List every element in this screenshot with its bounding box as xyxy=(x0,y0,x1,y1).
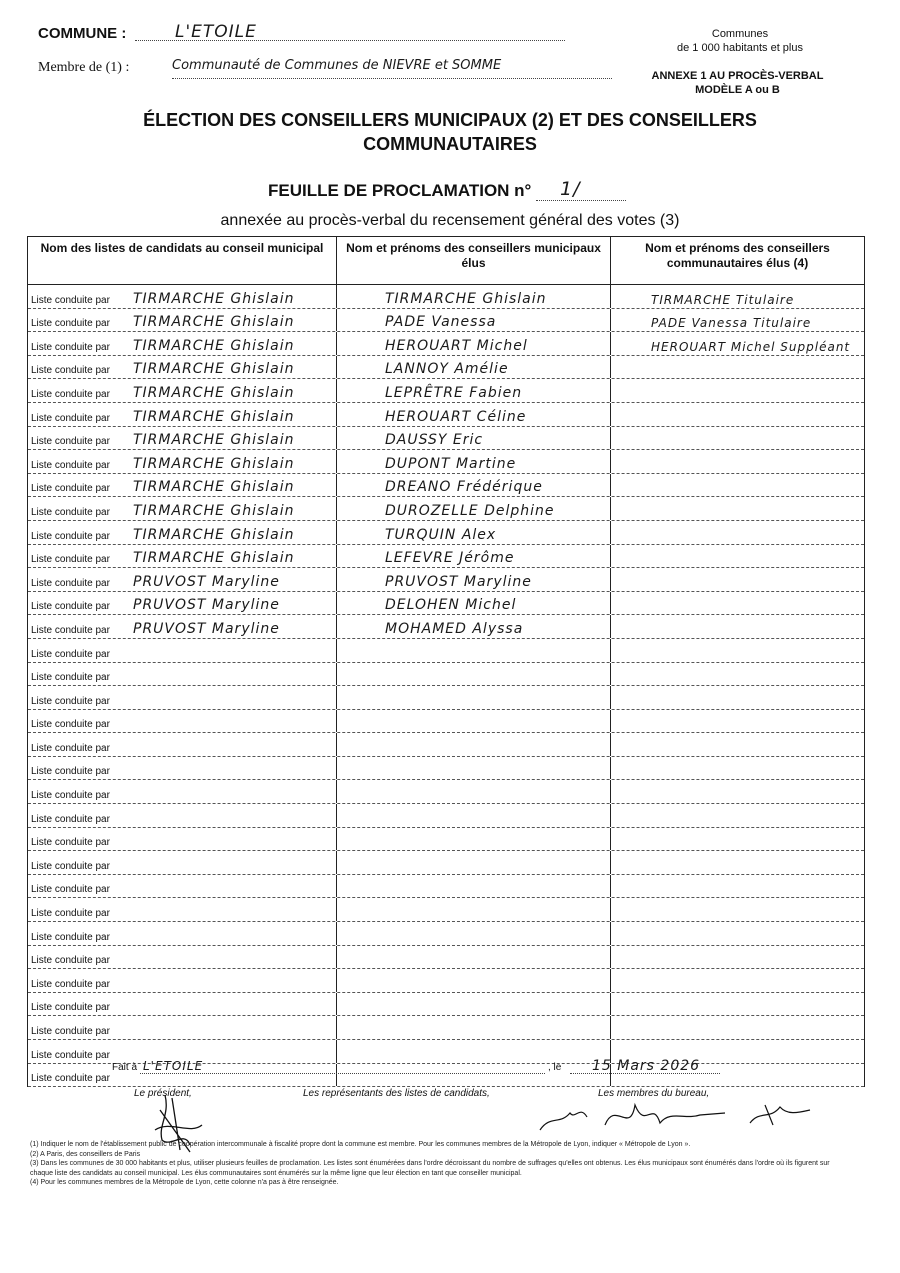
title-line-1: ÉLECTION DES CONSEILLERS MUNICIPAUX (2) ET DES CONSEILLERS xyxy=(143,110,757,130)
table-row xyxy=(28,733,864,757)
communautaire-cell[interactable] xyxy=(611,663,864,686)
list-cell[interactable] xyxy=(28,521,337,544)
membre-value[interactable]: Communauté de Communes de NIEVRE et SOMME xyxy=(172,58,502,73)
communautaire-cell[interactable] xyxy=(611,615,864,638)
row-label: Liste conduite par xyxy=(31,908,110,920)
table-header xyxy=(28,237,864,285)
communautaire-cell[interactable] xyxy=(611,686,864,709)
table-row xyxy=(28,545,864,569)
municipal-cell[interactable] xyxy=(337,969,611,992)
feuille-label: FEUILLE DE PROCLAMATION n° xyxy=(268,181,532,200)
row-label: Liste conduite par xyxy=(31,813,110,825)
list-cell[interactable] xyxy=(28,474,337,497)
table-row xyxy=(28,686,864,710)
list-cell[interactable] xyxy=(28,828,337,851)
list-cell[interactable] xyxy=(28,450,337,473)
municipal-cell[interactable] xyxy=(337,804,611,827)
row-label: Liste conduite par xyxy=(31,412,110,424)
title-line-2: COMMUNAUTAIRES xyxy=(363,134,537,154)
communes-note-2: de 1 000 habitants et plus xyxy=(677,42,803,54)
table-row xyxy=(28,969,864,993)
communautaire-cell[interactable] xyxy=(611,757,864,780)
communautaire-cell[interactable] xyxy=(611,875,864,898)
annexe-line-2: MODÈLE A ou B xyxy=(695,84,780,96)
list-cell[interactable] xyxy=(28,309,337,332)
table-body xyxy=(28,285,864,1087)
communautaire-cell[interactable] xyxy=(611,427,864,450)
municipal-elected-name: DELOHEN Michel xyxy=(385,597,517,614)
list-leader-name: TIRMARCHE Ghislain xyxy=(133,337,295,354)
le-label: , le xyxy=(548,1062,562,1073)
row-label: Liste conduite par xyxy=(31,1002,110,1014)
table-row xyxy=(28,592,864,616)
col-header-lists: Nom des listes de candidats au conseil municipal xyxy=(28,237,337,284)
row-label: Liste conduite par xyxy=(31,294,110,306)
municipal-cell[interactable] xyxy=(337,757,611,780)
table-row xyxy=(28,710,864,734)
municipal-cell[interactable] xyxy=(337,356,611,379)
list-cell[interactable] xyxy=(28,922,337,945)
fait-label: Fait à xyxy=(112,1062,138,1073)
list-leader-name: PRUVOST Maryline xyxy=(133,597,280,614)
communautaire-cell[interactable] xyxy=(611,733,864,756)
row-label: Liste conduite par xyxy=(31,719,110,731)
municipal-elected-name: DAUSSY Eric xyxy=(385,432,484,449)
municipal-cell[interactable] xyxy=(337,663,611,686)
president-label: Le président, xyxy=(134,1088,192,1099)
communautaire-cell[interactable] xyxy=(611,309,864,332)
list-cell[interactable] xyxy=(28,403,337,426)
row-label: Liste conduite par xyxy=(31,978,110,990)
municipal-cell[interactable] xyxy=(337,780,611,803)
row-label: Liste conduite par xyxy=(31,955,110,967)
membre-label: Membre de (1) : xyxy=(38,60,130,75)
table-row xyxy=(28,521,864,545)
municipal-elected-name: HEROUART Céline xyxy=(385,408,527,425)
list-leader-name: TIRMARCHE Ghislain xyxy=(133,384,295,401)
municipal-elected-name: LANNOY Amélie xyxy=(385,361,509,378)
list-cell[interactable] xyxy=(28,686,337,709)
row-label: Liste conduite par xyxy=(31,648,110,660)
municipal-cell[interactable] xyxy=(337,1040,611,1063)
row-label: Liste conduite par xyxy=(31,459,110,471)
row-label: Liste conduite par xyxy=(31,1026,110,1037)
footnote: (1) Indiquer le nom de l'établissement public de coopération intercommunale à fiscalité propre dont la commune est membre. Pour les communes membres de la Métropole de Lyon, indiquer « Métropole de Lyon ». xyxy=(30,1141,691,1148)
row-label: Liste conduite par xyxy=(31,837,110,849)
municipal-elected-name: PADE Vanessa xyxy=(385,314,497,331)
date-value[interactable]: 15 Mars 2026 xyxy=(592,1058,701,1074)
list-leader-name: PRUVOST Maryline xyxy=(133,573,280,590)
municipal-cell[interactable] xyxy=(337,521,611,544)
municipal-elected-name: HEROUART Michel xyxy=(385,337,528,354)
municipal-elected-name: TURQUIN Alex xyxy=(385,526,497,543)
communautaire-cell[interactable] xyxy=(611,592,864,615)
list-cell[interactable] xyxy=(28,710,337,733)
commune-label: COMMUNE : xyxy=(38,25,127,42)
row-label: Liste conduite par xyxy=(31,1073,110,1085)
table-row xyxy=(28,828,864,852)
communautaire-cell[interactable] xyxy=(611,356,864,379)
communautaire-cell[interactable] xyxy=(611,828,864,851)
municipal-elected-name: TIRMARCHE Ghislain xyxy=(385,290,547,307)
proclamation-table xyxy=(27,236,865,1087)
table-row xyxy=(28,993,864,1017)
table-row xyxy=(28,450,864,474)
col-header-municipal: Nom et prénoms des conseillers municipaux élus xyxy=(337,237,611,284)
communautaire-cell[interactable] xyxy=(611,450,864,473)
row-label: Liste conduite par xyxy=(31,577,110,589)
municipal-cell[interactable] xyxy=(337,285,611,308)
table-row xyxy=(28,946,864,970)
table-row xyxy=(28,780,864,804)
table-row xyxy=(28,639,864,663)
communautaire-cell[interactable] xyxy=(611,568,864,591)
annexe-line-1: ANNEXE 1 AU PROCÈS-VERBAL xyxy=(651,70,824,82)
municipal-cell[interactable] xyxy=(337,379,611,402)
row-label: Liste conduite par xyxy=(31,1049,110,1061)
footnote: (2) A Paris, des conseillers de Paris xyxy=(30,1150,141,1158)
list-leader-name: TIRMARCHE Ghislain xyxy=(133,479,295,496)
list-cell[interactable] xyxy=(28,356,337,379)
footnote: (3) Dans les communes de 30 000 habitants et plus, utiliser plusieurs feuilles de proclamation. Les listes sont énumérées dans l'ordre décroissant du nombre de suffrages qu'elles ont obtenus. Les élus municipaux sont énumérés dans l'ordre où ils figurent sur chaque liste des candidats au conseil municipal. Les élus communautaires sont énumérés sur la même ligne que leur élection en tant que conseiller municipal. xyxy=(30,1160,830,1177)
table-row xyxy=(28,497,864,521)
feuille-number[interactable]: 1/ xyxy=(560,178,581,200)
list-cell[interactable] xyxy=(28,875,337,898)
municipal-cell[interactable] xyxy=(337,710,611,733)
feuille-dotline xyxy=(536,200,626,201)
list-leader-name: PRUVOST Maryline xyxy=(133,620,280,637)
row-label: Liste conduite par xyxy=(31,436,110,448)
municipal-cell[interactable] xyxy=(337,332,611,355)
list-cell[interactable] xyxy=(28,615,337,638)
commune-value[interactable]: L'ETOILE xyxy=(175,22,257,42)
row-label: Liste conduite par xyxy=(31,341,110,353)
list-leader-name: TIRMARCHE Ghislain xyxy=(133,361,295,378)
fait-dotline xyxy=(140,1073,545,1074)
municipal-cell[interactable] xyxy=(337,828,611,851)
row-label: Liste conduite par xyxy=(31,672,110,684)
municipal-cell[interactable] xyxy=(337,875,611,898)
communautaire-cell[interactable] xyxy=(611,639,864,662)
communautaire-elected-name: TIRMARCHE Titulaire xyxy=(651,292,795,307)
communautaire-cell[interactable] xyxy=(611,780,864,803)
list-leader-name: TIRMARCHE Ghislain xyxy=(133,408,295,425)
communautaire-cell[interactable] xyxy=(611,521,864,544)
table-row xyxy=(28,757,864,781)
municipal-cell[interactable] xyxy=(337,474,611,497)
municipal-cell[interactable] xyxy=(337,427,611,450)
municipal-elected-name: MOHAMED Alyssa xyxy=(385,620,524,637)
list-cell[interactable] xyxy=(28,332,337,355)
table-row xyxy=(28,663,864,687)
municipal-cell[interactable] xyxy=(337,686,611,709)
municipal-cell[interactable] xyxy=(337,450,611,473)
list-cell[interactable] xyxy=(28,993,337,1016)
communautaire-elected-name: HEROUART Michel Suppléant xyxy=(651,339,851,354)
table-row xyxy=(28,568,864,592)
municipal-cell[interactable] xyxy=(337,545,611,568)
municipal-cell[interactable] xyxy=(337,615,611,638)
municipal-cell[interactable] xyxy=(337,898,611,921)
municipal-elected-name: DUPONT Martine xyxy=(385,455,517,472)
municipal-cell[interactable] xyxy=(337,922,611,945)
table-row xyxy=(28,851,864,875)
municipal-elected-name: DREANO Frédérique xyxy=(385,479,543,496)
footnote: (4) Pour les communes membres de la Métropole de Lyon, cette colonne n'a pas à être renseignée. xyxy=(30,1179,339,1186)
list-cell[interactable] xyxy=(28,663,337,686)
municipal-cell[interactable] xyxy=(337,851,611,874)
row-label: Liste conduite par xyxy=(31,506,110,518)
table-row xyxy=(28,309,864,333)
table-row xyxy=(28,379,864,403)
representants-label: Les représentants des listes de candidats, xyxy=(303,1088,490,1099)
communautaire-cell[interactable] xyxy=(611,898,864,921)
list-cell[interactable] xyxy=(28,427,337,450)
subtitle: annexée au procès-verbal du recensement général des votes (3) xyxy=(220,212,680,229)
row-label: Liste conduite par xyxy=(31,790,110,802)
communautaire-cell[interactable] xyxy=(611,497,864,520)
row-label: Liste conduite par xyxy=(31,742,110,754)
list-cell[interactable] xyxy=(28,379,337,402)
row-label: Liste conduite par xyxy=(31,624,110,636)
communautaire-cell[interactable] xyxy=(611,804,864,827)
table-row xyxy=(28,474,864,498)
communautaire-cell[interactable] xyxy=(611,379,864,402)
communautaire-cell[interactable] xyxy=(611,332,864,355)
table-row xyxy=(28,285,864,309)
list-cell[interactable] xyxy=(28,1016,337,1039)
municipal-cell[interactable] xyxy=(337,733,611,756)
list-cell[interactable] xyxy=(28,780,337,803)
list-leader-name: TIRMARCHE Ghislain xyxy=(133,314,295,331)
communautaire-cell[interactable] xyxy=(611,922,864,945)
communautaire-cell[interactable] xyxy=(611,285,864,308)
list-cell[interactable] xyxy=(28,804,337,827)
list-cell[interactable] xyxy=(28,545,337,568)
municipal-elected-name: DUROZELLE Delphine xyxy=(385,502,555,519)
list-cell[interactable] xyxy=(28,568,337,591)
table-row xyxy=(28,804,864,828)
bureau-signatures xyxy=(535,1095,835,1140)
municipal-elected-name: PRUVOST Maryline xyxy=(385,573,532,590)
table-row xyxy=(28,898,864,922)
communautaire-cell[interactable] xyxy=(611,946,864,969)
row-label: Liste conduite par xyxy=(31,695,110,707)
communautaire-cell[interactable] xyxy=(611,403,864,426)
table-row xyxy=(28,1016,864,1040)
municipal-cell[interactable] xyxy=(337,1064,611,1087)
row-label: Liste conduite par xyxy=(31,554,110,566)
row-label: Liste conduite par xyxy=(31,766,110,778)
municipal-cell[interactable] xyxy=(337,403,611,426)
communautaire-elected-name: PADE Vanessa Titulaire xyxy=(651,316,812,331)
municipal-cell[interactable] xyxy=(337,592,611,615)
communautaire-cell[interactable] xyxy=(611,969,864,992)
table-row xyxy=(28,356,864,380)
row-label: Liste conduite par xyxy=(31,601,110,613)
membres-label: Les membres du bureau, xyxy=(598,1088,710,1099)
table-row xyxy=(28,427,864,451)
footnotes xyxy=(30,1140,850,1188)
table-row xyxy=(28,332,864,356)
row-label: Liste conduite par xyxy=(31,318,110,330)
list-leader-name: TIRMARCHE Ghislain xyxy=(133,526,295,543)
list-cell[interactable] xyxy=(28,592,337,615)
list-leader-name: TIRMARCHE Ghislain xyxy=(133,550,295,567)
communautaire-cell[interactable] xyxy=(611,545,864,568)
municipal-cell[interactable] xyxy=(337,946,611,969)
list-leader-name: TIRMARCHE Ghislain xyxy=(133,455,295,472)
row-label: Liste conduite par xyxy=(31,884,110,896)
table-row xyxy=(28,403,864,427)
communautaire-cell[interactable] xyxy=(611,474,864,497)
col-header-communautaire: Nom et prénoms des conseillers communautaires élus (4) xyxy=(645,241,830,270)
municipal-cell[interactable] xyxy=(337,639,611,662)
table-row xyxy=(28,615,864,639)
list-leader-name: TIRMARCHE Ghislain xyxy=(133,432,295,449)
list-cell[interactable] xyxy=(28,851,337,874)
list-cell[interactable] xyxy=(28,969,337,992)
list-leader-name: TIRMARCHE Ghislain xyxy=(133,290,295,307)
communautaire-cell[interactable] xyxy=(611,710,864,733)
list-cell[interactable] xyxy=(28,946,337,969)
row-label: Liste conduite par xyxy=(31,483,110,495)
communautaire-cell[interactable] xyxy=(611,851,864,874)
communautaire-cell[interactable] xyxy=(611,993,864,1016)
fait-value[interactable]: L'ETOILE xyxy=(143,1059,204,1073)
list-cell[interactable] xyxy=(28,497,337,520)
municipal-elected-name: LEFEVRE Jérôme xyxy=(385,550,515,567)
row-label: Liste conduite par xyxy=(31,860,110,872)
municipal-cell[interactable] xyxy=(337,309,611,332)
municipal-cell[interactable] xyxy=(337,993,611,1016)
list-cell[interactable] xyxy=(28,898,337,921)
list-cell[interactable] xyxy=(28,757,337,780)
communautaire-cell[interactable] xyxy=(611,1016,864,1039)
list-cell[interactable] xyxy=(28,285,337,308)
table-row xyxy=(28,875,864,899)
municipal-cell[interactable] xyxy=(337,497,611,520)
communes-note-1: Communes xyxy=(711,28,769,40)
list-cell[interactable] xyxy=(28,733,337,756)
membre-dotline xyxy=(172,78,612,79)
row-label: Liste conduite par xyxy=(31,530,110,542)
municipal-cell[interactable] xyxy=(337,568,611,591)
list-cell[interactable] xyxy=(28,639,337,662)
municipal-cell[interactable] xyxy=(337,1016,611,1039)
row-label: Liste conduite par xyxy=(31,365,110,377)
table-row xyxy=(28,922,864,946)
row-label: Liste conduite par xyxy=(31,388,110,400)
list-leader-name: TIRMARCHE Ghislain xyxy=(133,502,295,519)
municipal-elected-name: LEPRÊTRE Fabien xyxy=(385,384,523,401)
row-label: Liste conduite par xyxy=(31,931,110,943)
